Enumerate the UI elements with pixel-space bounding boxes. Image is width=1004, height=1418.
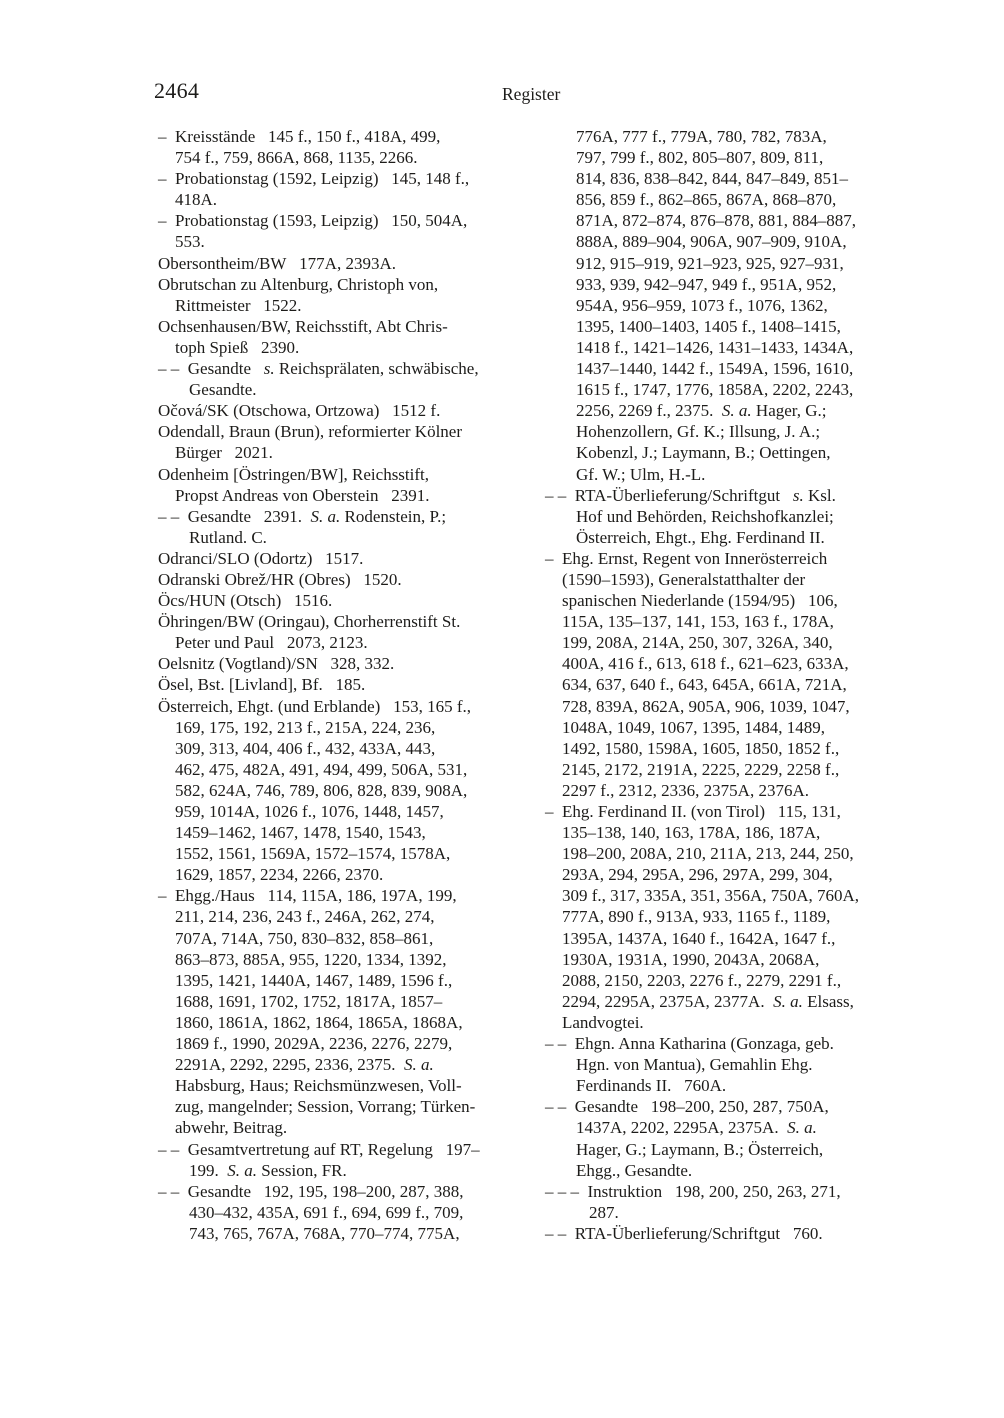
index-line: – – RTA-Überlieferung/Schriftgut 760. (545, 1223, 823, 1243)
index-line: 309, 313, 404, 406 f., 432, 433A, 443, (175, 738, 436, 758)
index-line: 1860, 1861A, 1862, 1864, 1865A, 1868A, (175, 1012, 463, 1032)
index-line: 933, 939, 942–947, 949 f., 951A, 952, (576, 274, 837, 294)
index-line: Hgn. von Mantua), Gemahlin Ehg. (576, 1055, 813, 1075)
index-line: – Kreisstände 145 f., 150 f., 418A, 499, (158, 127, 441, 146)
index-line: spanischen Niederlande (1594/95) 106, (562, 591, 838, 611)
index-line: – – RTA-Überlieferung/Schriftgut s. Ksl. (545, 485, 836, 505)
index-line: – – Ehgn. Anna Katharina (Gonzaga, geb. (545, 1034, 834, 1054)
index-line: Obrutschan zu Altenburg, Christoph von, (158, 274, 439, 294)
index-line: – Ehg. Ernst, Regent von Innerösterreich (545, 548, 828, 568)
index-line: zug, mangelnder; Session, Vorrang; Türken- (175, 1097, 476, 1117)
index-line: 1395, 1421, 1440A, 1467, 1489, 1596 f., (175, 970, 453, 990)
index-line: Rutland. C. (189, 527, 267, 547)
index-line: 2256, 2269 f., 2375. S. a. Hager, G.; (576, 401, 827, 421)
index-line: Ehgg., Gesandte. (576, 1160, 693, 1180)
index-line: 169, 175, 192, 213 f., 215A, 224, 236, (175, 717, 436, 737)
index-line: 814, 836, 838–842, 844, 847–849, 851– (576, 169, 848, 189)
index-line: 1048A, 1049, 1067, 1395, 1484, 1489, (562, 717, 826, 737)
index-line: 2145, 2172, 2191A, 2225, 2229, 2258 f., (562, 759, 840, 779)
index-line: 954A, 956–959, 1073 f., 1076, 1362, (576, 295, 828, 315)
index-line: 1629, 1857, 2234, 2266, 2370. (175, 865, 384, 885)
index-line: Odenheim [Östringen/BW], Reichsstift, (158, 464, 430, 484)
index-line: Österreich, Ehgt., Ehg. Ferdinand II. (576, 527, 825, 547)
index-line: Propst Andreas von Oberstein 2391. (175, 485, 430, 505)
index-line: 856, 859 f., 862–865, 867A, 868–870, (576, 190, 837, 210)
index-line: (1590–1593), Generalstatthalter der (562, 569, 806, 589)
index-line: 1395, 1400–1403, 1405 f., 1408–1415, (576, 316, 841, 336)
index-line: 912, 915–919, 921–923, 925, 927–931, (576, 253, 844, 273)
index-line: Landvogtei. (562, 1012, 644, 1032)
index-line: Ochsenhausen/BW, Reichsstift, Abt Chris- (158, 316, 448, 336)
index-line: Bürger 2021. (175, 443, 273, 463)
index-line: 1930A, 1931A, 1990, 2043A, 2068A, (562, 949, 820, 969)
index-line: Ferdinands II. 760A. (576, 1076, 727, 1096)
index-line: 1395A, 1437A, 1640 f., 1642A, 1647 f., (562, 928, 836, 948)
index-line: – Probationstag (1592, Leipzig) 145, 148 f., (158, 169, 470, 189)
index-line: 707A, 714A, 750, 830–832, 858–861, (175, 928, 434, 948)
index-line: 293A, 294, 295A, 296, 297A, 299, 304, (562, 865, 833, 885)
index-line: 1552, 1561, 1569A, 1572–1574, 1578A, (175, 844, 451, 864)
index-line: – Ehgg./Haus 114, 115A, 186, 197A, 199, (158, 886, 457, 906)
index-line: 871A, 872–874, 876–878, 881, 884–887, (576, 211, 857, 231)
index-line: – Ehg. Ferdinand II. (von Tirol) 115, 131, (545, 802, 841, 821)
index-line: 1437A, 2202, 2295A, 2375A. S. a. (576, 1118, 817, 1138)
index-line: 1437–1440, 1442 f., 1549A, 1596, 1610, (576, 359, 854, 379)
index-line: Österreich, Ehgt. (und Erblande) 153, 165 f., (158, 696, 471, 716)
index-line: Očová/SK (Otschowa, Ortzowa) 1512 f. (158, 401, 441, 421)
index-line: 797, 799 f., 802, 805–807, 809, 811, (576, 148, 824, 168)
index-line: 776A, 777 f., 779A, 780, 782, 783A, (576, 127, 827, 146)
index-line: 211, 214, 236, 243 f., 246A, 262, 274, (175, 907, 435, 927)
index-column-left (158, 126, 560, 1244)
index-line: 1688, 1691, 1702, 1752, 1817A, 1857– (175, 991, 443, 1011)
index-line: 135–138, 140, 163, 178A, 186, 187A, (562, 823, 821, 843)
index-line: 743, 765, 767A, 768A, 770–774, 775A, (189, 1223, 460, 1243)
index-line: 1418 f., 1421–1426, 1431–1433, 1434A, (576, 337, 854, 357)
index-line: Hager, G.; Laymann, B.; Österreich, (576, 1139, 824, 1159)
page-number: 2464 (154, 78, 200, 103)
index-line: Ösel, Bst. [Livland], Bf. 185. (158, 675, 366, 695)
index-line: 1492, 1580, 1598A, 1605, 1850, 1852 f., (562, 738, 840, 758)
index-line: 777A, 890 f., 913A, 933, 1165 f., 1189, (562, 907, 831, 927)
index-line: 2291A, 2292, 2295, 2336, 2375. S. a. (175, 1055, 434, 1075)
index-line: 199, 208A, 214A, 250, 307, 326A, 340, (562, 633, 833, 653)
index-line: 728, 839A, 862A, 905A, 906, 1039, 1047, (562, 696, 850, 716)
index-line: – – Gesamtvertretung auf RT, Regelung 197– (158, 1139, 480, 1159)
index-line: Peter und Paul 2073, 2123. (175, 633, 368, 653)
index-line: 2088, 2150, 2203, 2276 f., 2279, 2291 f., (562, 970, 842, 990)
index-line: 863–873, 885A, 955, 1220, 1334, 1392, (175, 949, 447, 969)
index-line: 2297 f., 2312, 2336, 2375A, 2376A. (562, 780, 809, 800)
index-line: – Probationstag (1593, Leipzig) 150, 504A, (158, 211, 468, 231)
index-line: 634, 637, 640 f., 643, 645A, 661A, 721A, (562, 675, 847, 695)
index-line: 418A. (175, 190, 218, 210)
running-head: Register (502, 84, 561, 104)
index-line: 888A, 889–904, 906A, 907–909, 910A, (576, 232, 847, 252)
index-line: 1459–1462, 1467, 1478, 1540, 1543, (175, 823, 426, 843)
index-line: Gf. W.; Ulm, H.-L. (576, 464, 706, 484)
index-line: Odranci/SLO (Odortz) 1517. (158, 548, 364, 568)
index-line: 430–432, 435A, 691 f., 694, 699 f., 709, (189, 1202, 464, 1222)
index-line: 1869 f., 1990, 2029A, 2236, 2276, 2279, (175, 1034, 453, 1054)
index-line: 2294, 2295A, 2375A, 2377A. S. a. Elsass, (562, 991, 854, 1011)
index-line: – – – Instruktion 198, 200, 250, 263, 271, (545, 1181, 841, 1201)
index-line: Hof und Behörden, Reichshofkanzlei; (576, 506, 834, 526)
index-column-right (545, 126, 947, 1244)
index-line: Habsburg, Haus; Reichsmünzwesen, Voll- (175, 1076, 462, 1096)
index-line: 462, 475, 482A, 491, 494, 499, 506A, 531, (175, 759, 468, 779)
index-line: Öcs/HUN (Otsch) 1516. (158, 591, 333, 611)
index-line: 199. S. a. Session, FR. (189, 1160, 347, 1180)
index-line: Obersontheim/BW 177A, 2393A. (158, 253, 396, 273)
index-line: Gesandte. (189, 380, 257, 400)
index-line: abwehr, Beitrag. (175, 1118, 288, 1138)
index-line: 553. (175, 232, 205, 252)
index-line: Oelsnitz (Vogtland)/SN 328, 332. (158, 654, 395, 674)
index-line: – – Gesandte 198–200, 250, 287, 750A, (545, 1097, 829, 1117)
index-line: 400A, 416 f., 613, 618 f., 621–623, 633A, (562, 654, 849, 674)
index-line: Hohenzollern, Gf. K.; Illsung, J. A.; (576, 422, 821, 442)
index-line: – – Gesandte 192, 195, 198–200, 287, 388, (158, 1181, 464, 1201)
index-line: – – Gesandte 2391. S. a. Rodenstein, P.; (158, 506, 447, 526)
index-line: 287. (589, 1202, 619, 1222)
index-line: 309 f., 317, 335A, 351, 356A, 750A, 760A, (562, 886, 860, 906)
index-line: Odendall, Braun (Brun), reformierter Kölner (158, 422, 462, 442)
index-line: Rittmeister 1522. (175, 295, 302, 315)
index-line: Kobenzl, J.; Laymann, B.; Oettingen, (576, 443, 831, 463)
index-line: 115A, 135–137, 141, 153, 163 f., 178A, (562, 612, 834, 632)
index-line: Odranski Obrež/HR (Obres) 1520. (158, 569, 402, 589)
index-line: 582, 624A, 746, 789, 806, 828, 839, 908A, (175, 780, 468, 800)
index-line: toph Spieß 2390. (175, 337, 300, 357)
index-line: – – Gesandte s. Reichsprälaten, schwäbische, (158, 359, 479, 379)
index-line: 198–200, 208A, 210, 211A, 213, 244, 250, (562, 844, 854, 864)
index-line: 754 f., 759, 866A, 868, 1135, 2266. (175, 148, 418, 168)
index-line: 959, 1014A, 1026 f., 1076, 1448, 1457, (175, 802, 444, 821)
index-line: Öhringen/BW (Oringau), Chorherrenstift St. (158, 612, 461, 632)
index-line: 1615 f., 1747, 1776, 1858A, 2202, 2243, (576, 380, 854, 400)
